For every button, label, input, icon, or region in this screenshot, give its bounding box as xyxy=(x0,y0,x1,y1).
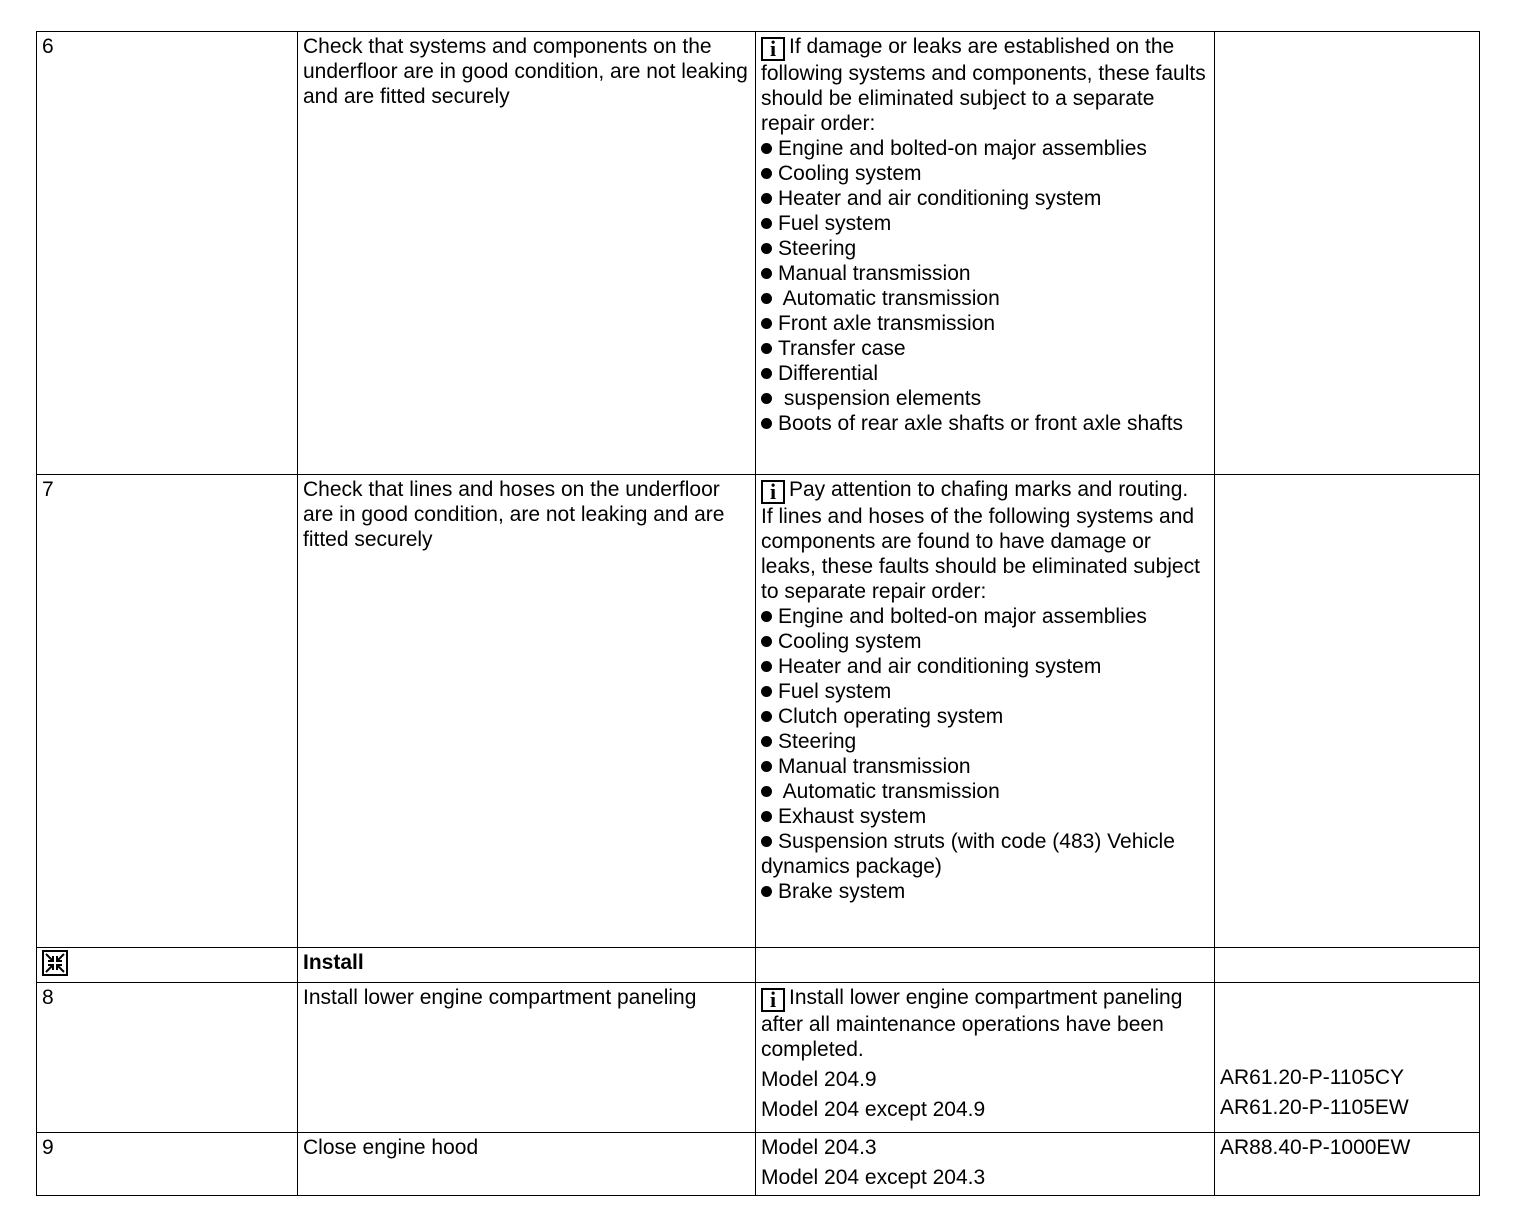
table-row xyxy=(37,1133,1480,1196)
reference-cell xyxy=(1215,32,1480,475)
list-item xyxy=(761,286,1209,311)
list-item xyxy=(761,161,1209,186)
note-intro: Install lower engine compartment paneling after all maintenance operations have been completed. xyxy=(761,986,1183,1061)
list-item xyxy=(761,311,1209,336)
bullet-icon xyxy=(761,243,772,254)
list-item-text: Fuel system xyxy=(778,212,892,235)
list-item-text: Automatic transmission xyxy=(778,287,1000,310)
bullet-icon xyxy=(761,218,772,229)
list-item-text: Cooling system xyxy=(778,630,922,653)
bullet-icon xyxy=(761,761,772,772)
list-item xyxy=(761,829,1209,879)
step-notes xyxy=(756,983,1215,1133)
bullet-icon xyxy=(761,811,772,822)
step-action: Check that systems and components on the underfloor are in good condition, are not leaking and are fitted securely xyxy=(298,32,756,475)
reference-cell xyxy=(1215,1133,1480,1196)
step-notes xyxy=(756,1133,1215,1196)
info-icon: i xyxy=(761,37,785,61)
list-item-text: Heater and air conditioning system xyxy=(778,655,1102,678)
list-item xyxy=(761,779,1209,804)
section-label: Install xyxy=(298,948,756,983)
list-item xyxy=(761,879,1209,904)
list-item-text: Engine and bolted-on major assemblies xyxy=(778,137,1147,160)
section-header-row xyxy=(37,948,1480,983)
list-item-text: Fuel system xyxy=(778,680,892,703)
note-intro-line xyxy=(761,985,1209,1062)
note-intro-line xyxy=(761,34,1209,136)
list-item-text: Suspension struts (with code (483) Vehicle dynamics package) xyxy=(761,830,1175,878)
list-item xyxy=(761,704,1209,729)
step-action: Close engine hood xyxy=(298,1133,756,1196)
bullet-icon xyxy=(761,786,772,797)
info-icon: i xyxy=(761,480,785,504)
bullet-icon xyxy=(761,268,772,279)
list-item xyxy=(761,679,1209,704)
step-number: 9 xyxy=(37,1133,298,1196)
bullet-icon xyxy=(761,736,772,747)
install-icon-cell xyxy=(37,948,298,983)
list-item-text: Steering xyxy=(778,237,857,260)
step-number: 6 xyxy=(37,32,298,475)
reference-link[interactable]: AR61.20-P-1105EW xyxy=(1220,1096,1409,1119)
bullet-icon xyxy=(761,418,772,429)
list-item xyxy=(761,336,1209,361)
reference-cell xyxy=(1215,475,1480,948)
list-item xyxy=(761,211,1209,236)
list-item xyxy=(761,411,1209,436)
list-item-text: Boots of rear axle shafts or front axle shafts xyxy=(778,412,1184,435)
list-item xyxy=(761,654,1209,679)
table-row xyxy=(37,983,1480,1133)
list-item xyxy=(761,804,1209,829)
bullet-icon xyxy=(761,393,772,404)
list-item xyxy=(761,236,1209,261)
step-number: 7 xyxy=(37,475,298,948)
reference-cell xyxy=(1215,983,1480,1133)
bullet-icon xyxy=(761,368,772,379)
list-item-text: Manual transmission xyxy=(778,262,971,285)
bullet-icon xyxy=(761,343,772,354)
list-item-text: suspension elements xyxy=(778,387,982,410)
info-icon: i xyxy=(761,988,785,1012)
list-item-text: Automatic transmission xyxy=(778,780,1000,803)
reference-link[interactable]: AR61.20-P-1105CY xyxy=(1220,1066,1405,1089)
list-item-text: Clutch operating system xyxy=(778,705,1004,728)
list-item xyxy=(761,729,1209,754)
list-item-text: Steering xyxy=(778,730,857,753)
table-row xyxy=(37,32,1480,475)
bullet-icon xyxy=(761,293,772,304)
list-item xyxy=(761,186,1209,211)
list-item-text: Heater and air conditioning system xyxy=(778,187,1102,210)
note-intro: If damage or leaks are established on the following systems and components, these faults should be eliminated subject to a separate repair order: xyxy=(761,35,1206,135)
note-text: If lines and hoses of the following systems and components are found to have damage or leaks, these faults should be eliminated subject to separate repair order: xyxy=(761,505,1200,603)
install-icon xyxy=(42,950,68,976)
list-item xyxy=(761,136,1209,161)
step-action: Install lower engine compartment paneling xyxy=(298,983,756,1133)
step-number: 8 xyxy=(37,983,298,1133)
bullet-icon xyxy=(761,636,772,647)
list-item xyxy=(761,754,1209,779)
list-item-text: Differential xyxy=(778,362,878,385)
note-intro-line xyxy=(761,477,1209,504)
bullet-icon xyxy=(761,686,772,697)
list-item xyxy=(761,261,1209,286)
bullet-icon xyxy=(761,193,772,204)
empty-cell xyxy=(756,948,1215,983)
procedure-table xyxy=(36,31,1480,1196)
step-action: Check that lines and hoses on the underfloor are in good condition, are not leaking and are fitted securely xyxy=(298,475,756,948)
list-item xyxy=(761,604,1209,629)
model-line: Model 204 except 204.3 xyxy=(761,1166,986,1189)
bullet-icon xyxy=(761,143,772,154)
list-item-text: Exhaust system xyxy=(778,805,927,828)
reference-link[interactable]: AR88.40-P-1000EW xyxy=(1220,1136,1411,1159)
list-item-text: Cooling system xyxy=(778,162,922,185)
model-line: Model 204.9 xyxy=(761,1068,877,1091)
list-item xyxy=(761,386,1209,411)
list-item-text: Brake system xyxy=(778,880,906,903)
step-notes xyxy=(756,475,1215,948)
bullet-icon xyxy=(761,836,772,847)
empty-cell xyxy=(1215,948,1480,983)
note-intro: Pay attention to chafing marks and routing. xyxy=(789,478,1189,501)
list-item-text: Transfer case xyxy=(778,337,906,360)
bullet-icon xyxy=(761,886,772,897)
table-row xyxy=(37,475,1480,948)
model-line: Model 204 except 204.9 xyxy=(761,1098,986,1121)
model-line: Model 204.3 xyxy=(761,1136,877,1159)
list-item-text: Manual transmission xyxy=(778,755,971,778)
bullet-icon xyxy=(761,711,772,722)
bullet-icon xyxy=(761,168,772,179)
list-item xyxy=(761,629,1209,654)
step-notes xyxy=(756,32,1215,475)
list-item-text: Engine and bolted-on major assemblies xyxy=(778,605,1147,628)
bullet-icon xyxy=(761,661,772,672)
bullet-icon xyxy=(761,611,772,622)
list-item-text: Front axle transmission xyxy=(778,312,996,335)
bullet-icon xyxy=(761,318,772,329)
list-item xyxy=(761,361,1209,386)
